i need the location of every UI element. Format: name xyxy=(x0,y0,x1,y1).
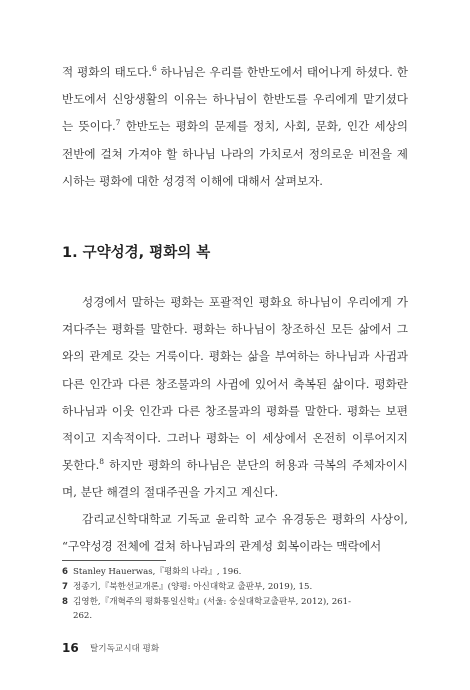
footnote-text-continued: 262. xyxy=(73,611,93,621)
section-heading: 1. 구약성경, 평화의 복 xyxy=(62,245,211,261)
p1-text-b: 하나님은 우리를 한반도에서 태어나게 하셨다. 한반도에서 신앙생활의 이유는 하나님이 한반도를 우리에게 맡기셨다는 뜻이다. xyxy=(62,65,408,134)
footnote-number: 8 xyxy=(62,597,68,607)
body-paragraph-1 xyxy=(62,59,408,195)
footnote-ref-7[interactable]: 7 xyxy=(115,118,121,128)
p3-text: 감리교신학대학교 기독교 윤리학 교수 유경동은 평화의 사상이, “구약성경 전체에 걸쳐 하나님과의 관계성 회복이라는 맥락에서 xyxy=(62,512,408,554)
running-head: 탈기독교시대 평화 xyxy=(90,644,160,654)
p1-text-c: 한반도는 평화의 문제를 정치, 사회, 문화, 인간 세상의 전반에 걸쳐 가져야 할 하나님 나라의 가치로서 정의로운 비전을 제시하는 평화에 대한 성경적 이해에 대해서 살펴보자. xyxy=(62,119,409,188)
footnote-6 xyxy=(62,565,408,579)
footnote-number: 6 xyxy=(62,567,68,577)
footnote-text: Stanley Hauerwas,『평화의 나라』, 196. xyxy=(73,567,242,577)
footnote-text: 김영한,『개혁주의 평화통일신학』(서울: 숭실대학교출판부, 2012), 261- xyxy=(73,597,352,607)
footnote-text: 정종기,『북한선교개론』(양평: 아신대학교 출판부, 2019), 15. xyxy=(73,582,313,592)
page-number: 16 xyxy=(62,641,79,655)
footnote-number: 7 xyxy=(62,582,68,592)
p1-text-a: 적 평화의 태도다. xyxy=(62,65,152,79)
p2-text-a: 성경에서 말하는 평화는 포괄적인 평화요 하나님이 우리에게 가져다주는 평화를 말한다. 평화는 하나님이 창조하신 모든 삶에서 그와의 관계로 갖는 거룩이다. 평화는 삶을 부여하는 하나님과 사귐과 다른 인간과 다른 창조물과의 사귐에 있어서 축복된 삶이다. 평화란 하나님과 이웃 인간과 다른 창조물과의 평화를 말한다. 평화는 보편적이고 지속적이다. 그러나 평화는 이 세상에서 온전히 이루어지지 못한다. xyxy=(62,295,408,473)
footnote-ref-8[interactable]: 8 xyxy=(99,457,105,467)
footnote-divider xyxy=(62,560,166,561)
footnote-ref-6[interactable]: 6 xyxy=(151,64,157,74)
body-paragraph-2 xyxy=(62,289,408,507)
footnote-7 xyxy=(62,580,408,594)
p2-text-b: 하지만 평화의 하나님은 분단의 허용과 극복의 주체자이시며, 분단 해결의 절대주권을 가지고 계신다. xyxy=(62,458,408,500)
body-paragraph-3 xyxy=(62,506,408,560)
footnote-8 xyxy=(62,595,408,623)
